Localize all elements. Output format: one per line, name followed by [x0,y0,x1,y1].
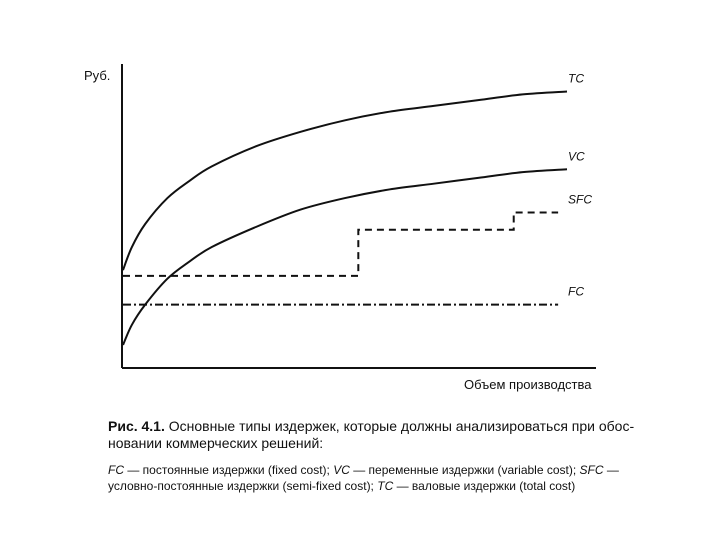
figure-caption [108,418,668,494]
legend-abbr-vc: VC [333,463,350,477]
caption-title [108,418,668,452]
series-label-tc: TC [568,71,584,86]
series-label-sfc: SFC [568,192,592,207]
series-label-fc: FC [568,284,584,299]
legend-text-fc: — постоянные издержки (fixed cost); [124,463,334,477]
caption-title-text: Основные типы издержек, которые должны анализироваться при обос-новании коммерческих решений: [108,418,635,451]
caption-figure-number: Рис. 4.1. [108,418,165,434]
legend-abbr-fc: FC [108,463,124,477]
series-layer [123,92,567,345]
legend-text-tc: — валовые издержки (total cost) [393,479,576,493]
series-label-vc: VC [568,149,585,164]
series-line-sfc [123,212,558,275]
series-line-tc [123,92,567,271]
legend-abbr-sfc: SFC [579,463,604,477]
series-line-vc [123,169,567,345]
legend-text-vc: — переменные издержки (variable cost); [349,463,580,477]
x-axis-label: Объем производства [464,377,592,392]
series-labels [568,72,592,299]
y-axis-label: Руб. [84,68,111,83]
legend-abbr-tc: TC [377,479,394,493]
legend-text-sfc: — условно-постоянные издержки (semi-fixed cost); [108,463,619,493]
caption-legend [108,462,668,494]
